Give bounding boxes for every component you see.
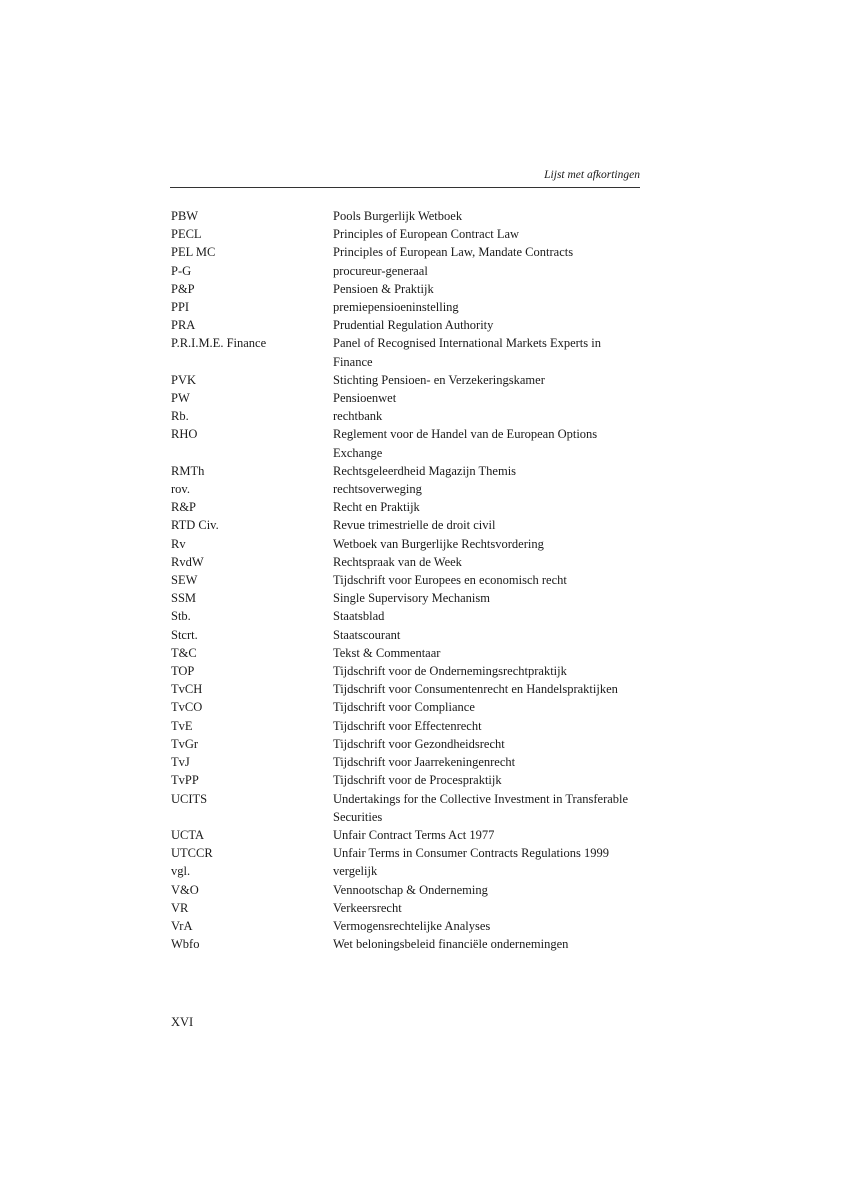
abbreviation-term: Rv (171, 536, 186, 551)
abbreviation-term: Stcrt. (171, 627, 198, 642)
abbreviation-term: SEW (171, 573, 198, 588)
abbreviation-term: R&P (171, 500, 197, 515)
abbreviation-term: PECL (171, 227, 202, 242)
abbreviation-row (171, 334, 641, 370)
abbreviation-term: TvPP (171, 773, 199, 788)
abbreviation-term: PW (171, 391, 190, 406)
abbreviation-term: SSM (171, 591, 197, 606)
abbreviation-definition: vergelijk (333, 864, 378, 879)
abbreviation-term: TvCO (171, 700, 203, 715)
abbreviation-row (171, 462, 641, 480)
abbreviation-row (171, 316, 641, 334)
abbreviation-row (171, 862, 641, 880)
abbreviation-definition: Prudential Regulation Authority (333, 318, 494, 333)
abbreviation-definition: Panel of Recognised International Markets Experts in Finance (333, 336, 601, 369)
abbreviation-term: PRA (171, 318, 196, 333)
abbreviation-row (171, 790, 641, 826)
abbreviation-definition: Pools Burgerlijk Wetboek (333, 209, 463, 223)
abbreviation-definition: rechtsoverweging (333, 482, 422, 497)
abbreviation-row (171, 771, 641, 789)
abbreviation-term: UCTA (171, 827, 205, 842)
abbreviation-definition: Vennootschap & Onderneming (333, 882, 488, 897)
abbreviation-term: Wbfo (171, 937, 200, 952)
abbreviation-row (171, 407, 641, 425)
abbreviation-term: P&P (171, 281, 195, 296)
abbreviation-definition: Tijdschrift voor de Ondernemingsrechtpraktijk (333, 664, 567, 679)
abbreviation-row (171, 225, 641, 243)
abbreviation-term: RMTh (171, 463, 205, 478)
running-header (170, 168, 640, 188)
page-number: XVI (171, 1015, 194, 1029)
abbreviation-row (171, 571, 641, 589)
abbreviation-term: VrA (171, 918, 193, 933)
abbreviation-definition: Wet beloningsbeleid financiële ondernemingen (333, 937, 569, 952)
abbreviation-definition: Tijdschrift voor de Procespraktijk (333, 773, 502, 788)
abbreviation-row (171, 881, 641, 899)
abbreviation-row (171, 589, 641, 607)
abbreviation-row (171, 753, 641, 771)
abbreviation-definition: Tijdschrift voor Europees en economisch recht (333, 573, 567, 588)
abbreviation-term: rov. (171, 482, 190, 497)
abbreviation-row (171, 371, 641, 389)
abbreviation-row (171, 480, 641, 498)
abbreviation-term: TvE (171, 718, 193, 733)
abbreviation-definition: Undertakings for the Collective Investment in Transferable Securities (333, 791, 629, 824)
abbreviation-term: vgl. (171, 864, 191, 879)
abbreviation-row (171, 735, 641, 753)
abbreviation-row (171, 935, 641, 953)
abbreviation-row (171, 698, 641, 716)
abbreviation-row (171, 917, 641, 935)
abbreviation-definition: Tijdschrift voor Gezondheidsrecht (333, 736, 505, 751)
abbreviation-term: P-G (171, 263, 192, 278)
abbreviation-definition: Wetboek van Burgerlijke Rechtsvordering (333, 536, 544, 551)
abbreviation-term: PBW (171, 209, 199, 223)
abbreviation-row (171, 717, 641, 735)
abbreviation-definition: Staatscourant (333, 627, 401, 642)
abbreviation-term: P.R.I.M.E. Finance (171, 336, 267, 351)
abbreviation-row (171, 844, 641, 862)
abbreviation-row (171, 826, 641, 844)
abbreviation-list (171, 207, 641, 953)
abbreviation-definition: Unfair Terms in Consumer Contracts Regulations 1999 (333, 846, 609, 861)
abbreviation-term: TvCH (171, 682, 203, 697)
abbreviation-term: VR (171, 900, 189, 915)
abbreviation-term: TvGr (171, 736, 199, 751)
abbreviation-definition: Pensioen & Praktijk (333, 281, 434, 296)
abbreviation-definition: premiepensioeninstelling (333, 300, 459, 315)
abbreviation-row (171, 425, 641, 461)
abbreviation-term: RHO (171, 427, 198, 442)
abbreviation-term: T&C (171, 645, 197, 660)
abbreviation-row (171, 899, 641, 917)
abbreviation-term: Stb. (171, 609, 191, 624)
running-header-title: Lijst met afkortingen (544, 169, 640, 181)
abbreviation-definition: Unfair Contract Terms Act 1977 (333, 827, 495, 842)
abbreviation-row (171, 280, 641, 298)
abbreviation-row (171, 680, 641, 698)
abbreviation-definition: Rechtspraak van de Week (333, 554, 462, 569)
abbreviation-row (171, 535, 641, 553)
abbreviation-row (171, 516, 641, 534)
abbreviation-term: TOP (171, 664, 195, 679)
abbreviation-term: PPI (171, 300, 190, 315)
abbreviation-term: PVK (171, 372, 197, 387)
abbreviation-definition: Single Supervisory Mechanism (333, 591, 490, 606)
abbreviation-definition: Tekst & Commentaar (333, 645, 441, 660)
abbreviation-definition: Verkeersrecht (333, 900, 402, 915)
abbreviation-term: RvdW (171, 554, 204, 569)
abbreviation-term: UCITS (171, 791, 208, 806)
abbreviation-definition: Staatsblad (333, 609, 385, 624)
abbreviation-row (171, 298, 641, 316)
abbreviation-row (171, 607, 641, 625)
abbreviation-row (171, 389, 641, 407)
abbreviation-definition: Reglement voor de Handel van de European Options Exchange (333, 427, 598, 460)
abbreviation-definition: Recht en Praktijk (333, 500, 420, 515)
abbreviation-definition: Tijdschrift voor Consumentenrecht en Handelspraktijken (333, 682, 618, 697)
abbreviation-definition: Tijdschrift voor Compliance (333, 700, 475, 715)
abbreviation-row (171, 498, 641, 516)
abbreviation-definition: procureur-generaal (333, 263, 428, 278)
abbreviation-term: UTCCR (171, 846, 213, 861)
abbreviation-row (171, 644, 641, 662)
abbreviation-definition: Principles of European Law, Mandate Contracts (333, 245, 574, 260)
abbreviation-row (171, 262, 641, 280)
abbreviation-definition: Stichting Pensioen- en Verzekeringskamer (333, 372, 545, 387)
abbreviation-row (171, 553, 641, 571)
abbreviation-row (171, 207, 641, 225)
abbreviation-definition: Principles of European Contract Law (333, 227, 520, 242)
abbreviation-term: RTD Civ. (171, 518, 219, 533)
abbreviation-term: Rb. (171, 409, 189, 424)
abbreviation-definition: Pensioenwet (333, 391, 397, 406)
abbreviation-row (171, 243, 641, 261)
abbreviation-definition: Revue trimestrielle de droit civil (333, 518, 496, 533)
abbreviation-term: PEL MC (171, 245, 216, 260)
abbreviation-term: V&O (171, 882, 199, 897)
abbreviation-definition: Rechtsgeleerdheid Magazijn Themis (333, 463, 517, 478)
abbreviation-definition: Tijdschrift voor Effectenrecht (333, 718, 482, 733)
abbreviation-row (171, 662, 641, 680)
abbreviation-definition: Tijdschrift voor Jaarrekeningenrecht (333, 755, 516, 770)
abbreviation-definition: rechtbank (333, 409, 383, 424)
abbreviation-row (171, 626, 641, 644)
abbreviation-definition: Vermogensrechtelijke Analyses (333, 918, 491, 933)
abbreviation-term: TvJ (171, 755, 190, 770)
